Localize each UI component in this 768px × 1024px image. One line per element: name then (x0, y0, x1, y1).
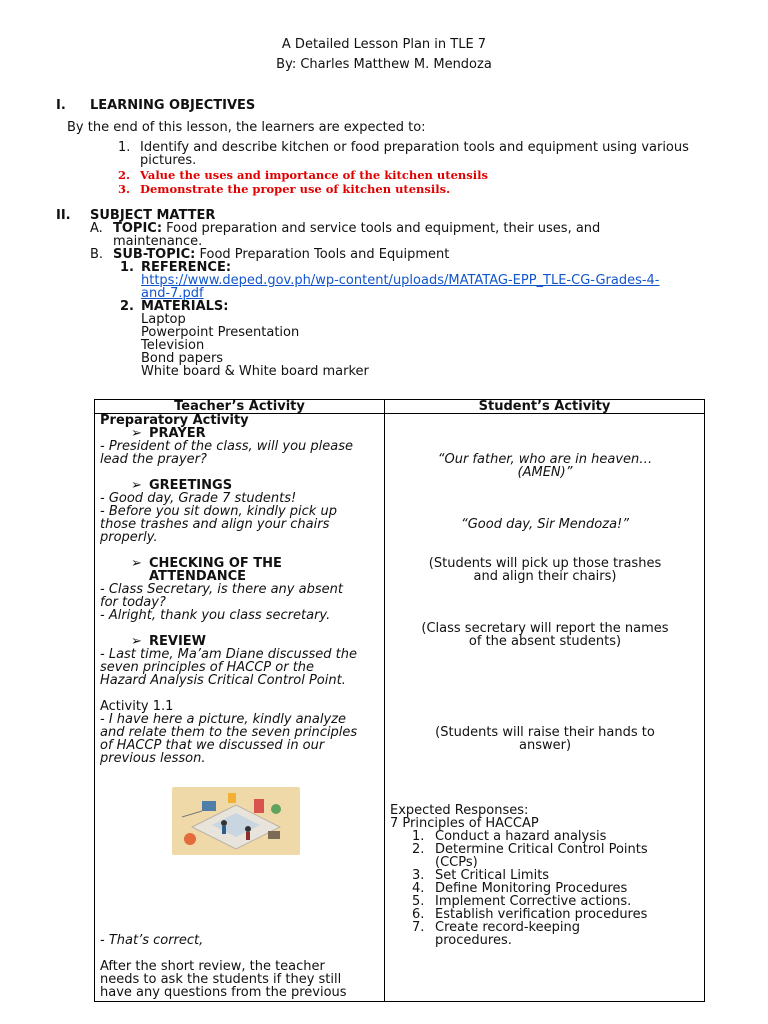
principle-number: 7. (412, 920, 425, 935)
objective-3-text: Demonstrate the proper use of kitchen utensils. (140, 182, 451, 196)
objective-1-text: Identify and describe kitchen or food preparation tools and equipment using various (140, 140, 689, 155)
teacher-line: and relate them to the seven principles (100, 725, 358, 740)
attendance-heading: ➢ CHECKING OF THE (131, 556, 282, 571)
principle-text-cont: (CCPs) (435, 855, 478, 870)
arrow-bullet-icon: ➢ (131, 478, 142, 493)
reference-link[interactable]: https://www.deped.gov.ph/wp-content/uploads/MATATAG-EPP_TLE-CG-Grades-4- (141, 273, 660, 288)
section-1-heading: LEARNING OBJECTIVES (90, 98, 256, 113)
topic-text: Food preparation and service tools and equipment, their uses, and (162, 221, 601, 236)
arrow-bullet-icon: ➢ (131, 426, 142, 441)
teacher-line: - Alright, thank you class secretary. (100, 608, 331, 623)
objective-2-text: Value the uses and importance of the kitchen utensils (140, 168, 488, 182)
objective-1-text-cont: pictures. (140, 153, 197, 168)
student-line: (Students will pick up those trashes (428, 556, 662, 571)
material-item: Bond papers (141, 351, 224, 366)
principle-text: Create record-keeping (435, 920, 580, 935)
reference-link-cont[interactable]: and-7.pdf (141, 286, 204, 301)
principle-number: 1. (412, 829, 425, 844)
greetings-heading: ➢ GREETINGS (131, 478, 233, 493)
expected-responses-label: Expected Responses: (390, 803, 529, 818)
activity-table (94, 399, 705, 1002)
material-item: Powerpoint Presentation (141, 325, 300, 340)
teacher-line: - Before you sit down, kindly pick up (100, 504, 337, 519)
student-line: (Students will raise their hands to (435, 725, 655, 740)
student-line: answer) (518, 738, 572, 753)
teacher-line: previous lesson. (100, 751, 206, 766)
principle-number: 2. (412, 842, 425, 857)
student-line: of the absent students) (468, 634, 622, 649)
principle-text: Determine Critical Control Points (435, 842, 648, 857)
teacher-activity-cell (95, 414, 385, 1002)
principle-number: 5. (412, 894, 425, 909)
materials-number: 2. (120, 299, 134, 314)
teacher-line: - I have here a picture, kindly analyze (100, 712, 346, 727)
teacher-line: those trashes and align your chairs (100, 517, 330, 532)
student-line: and align their chairs) (473, 569, 617, 584)
principle-text: Conduct a hazard analysis (435, 829, 607, 844)
teacher-line: - Good day, Grade 7 students! (100, 491, 297, 506)
topic-letter: A. (90, 221, 103, 236)
material-item: Television (141, 338, 205, 353)
activity-title: Activity 1.1 (100, 699, 174, 714)
section-2-heading: SUBJECT MATTER (90, 208, 216, 223)
reference-number: 1. (120, 260, 134, 275)
arrow-bullet-icon: ➢ (131, 634, 142, 649)
objective-3-number: 3. (118, 182, 131, 196)
student-activity-header: Student’s Activity (385, 400, 705, 414)
objectives-intro: By the end of this lesson, the learners are expected to: (67, 120, 426, 135)
document-author: By: Charles Matthew M. Mendoza (276, 57, 492, 72)
section-2-numeral: II. (56, 208, 71, 223)
principle-text: Define Monitoring Procedures (435, 881, 628, 896)
teacher-line: - Class Secretary, is there any absent (100, 582, 343, 597)
subtopic-text: Food Preparation Tools and Equipment (195, 247, 450, 262)
objective-2-number: 2. (118, 168, 131, 182)
teacher-line: - That’s correct, (100, 933, 204, 948)
student-activity-cell (385, 414, 705, 1002)
haccp-illustration (172, 787, 300, 855)
attendance-heading-cont: ATTENDANCE (149, 569, 246, 584)
principle-text: Implement Corrective actions. (435, 894, 632, 909)
topic-label: TOPIC: (113, 221, 163, 236)
objective-1-number: 1. (118, 140, 131, 155)
section-1-numeral: I. (56, 98, 66, 113)
teacher-line: seven principles of HACCP or the (100, 660, 315, 675)
reference-label: REFERENCE: (141, 260, 232, 275)
teacher-line: - President of the class, will you please (100, 439, 353, 454)
materials-label: MATERIALS: (141, 299, 229, 314)
teacher-activity-header: Teacher’s Activity (95, 400, 385, 414)
teacher-line: for today? (100, 595, 166, 610)
subtopic-letter: B. (90, 247, 104, 262)
review-heading: ➢ REVIEW (131, 634, 207, 649)
teacher-line: have any questions from the previous (100, 985, 347, 1000)
teacher-line: Hazard Analysis Critical Control Point. (100, 673, 346, 688)
prayer-heading: ➢ PRAYER (131, 426, 206, 441)
teacher-line: needs to ask the students if they still (100, 972, 342, 987)
teacher-line: properly. (100, 530, 158, 545)
material-item: Laptop (141, 312, 186, 327)
teacher-line: lead the prayer? (100, 452, 207, 467)
student-line: “Our father, who are in heaven… (437, 452, 653, 467)
principle-number: 3. (412, 868, 425, 883)
document-title: A Detailed Lesson Plan in TLE 7 (281, 37, 487, 52)
principle-text: Set Critical Limits (435, 868, 550, 883)
topic-text-cont: maintenance. (113, 234, 203, 249)
arrow-bullet-icon: ➢ (131, 556, 142, 571)
teacher-line: After the short review, the teacher (100, 959, 325, 974)
teacher-line: of HACCP that we discussed in our (100, 738, 325, 753)
teacher-line: - Last time, Ma’am Diane discussed the (100, 647, 357, 662)
subtopic-label: SUB-TOPIC: (113, 247, 196, 262)
principle-text: Establish verification procedures (435, 907, 648, 922)
principle-number: 4. (412, 881, 425, 896)
principle-text-cont: procedures. (435, 933, 512, 948)
material-item: White board & White board marker (141, 364, 369, 379)
principle-number: 6. (412, 907, 425, 922)
student-line: “Good day, Sir Mendoza!” (460, 517, 629, 532)
student-line: (AMEN)” (517, 465, 573, 480)
preparatory-activity-heading: Preparatory Activity (100, 413, 249, 428)
principles-title: 7 Principles of HACCAP (390, 816, 539, 831)
student-line: (Class secretary will report the names (421, 621, 669, 636)
